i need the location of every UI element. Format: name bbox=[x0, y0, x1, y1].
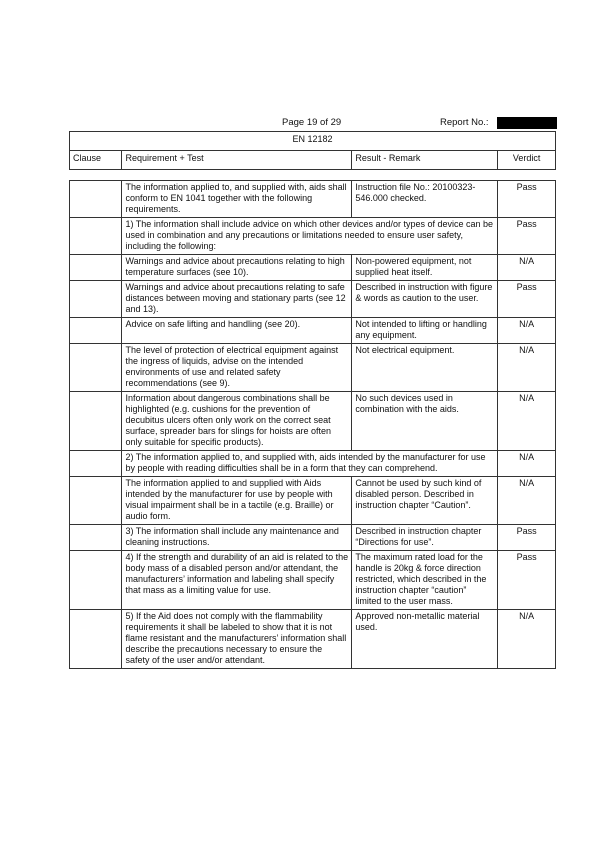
clause-cell bbox=[70, 610, 122, 669]
verdict-cell: N/A bbox=[498, 610, 556, 669]
requirement-cell: The level of protection of electrical equipment against the ingress of liquids, advise on the intended environments of use and related safety recommendations (see 9). bbox=[122, 344, 352, 392]
clause-cell bbox=[70, 318, 122, 344]
clause-cell bbox=[70, 451, 122, 477]
requirements-table bbox=[69, 180, 556, 669]
result-cell: The maximum rated load for the handle is 20kg & force direction restricted, which described in the instruction chapter “caution” limited to the user mass. bbox=[352, 551, 498, 610]
table-row bbox=[70, 318, 556, 344]
clause-cell bbox=[70, 551, 122, 610]
requirement-cell: The information applied to and supplied with Aids intended by the manufacturer for use by people with visual impairment shall be in a tactile (e.g. Braille) or audio form. bbox=[122, 477, 352, 525]
result-cell: Not electrical equipment. bbox=[352, 344, 498, 392]
verdict-cell: Pass bbox=[498, 218, 556, 255]
verdict-cell: Pass bbox=[498, 525, 556, 551]
verdict-cell: N/A bbox=[498, 318, 556, 344]
table-row bbox=[70, 610, 556, 669]
result-column-header: Result - Remark bbox=[352, 151, 498, 170]
table-row bbox=[70, 392, 556, 451]
requirement-cell: 5) If the Aid does not comply with the flammability requirements it shall be labeled to show that it is not flame resistant and the manufacturers’ information shall describe the precautions necessary to ensure the safety of the user and/or attendant. bbox=[122, 610, 352, 669]
verdict-cell: N/A bbox=[498, 344, 556, 392]
requirement-column-header: Requirement + Test bbox=[122, 151, 352, 170]
result-cell: Described in instruction with figure & words as caution to the user. bbox=[352, 281, 498, 318]
page-header bbox=[69, 117, 556, 131]
requirement-cell: Information about dangerous combinations shall be highlighted (e.g. cushions for the prevention of decubitus ulcers often only work on the correct seat surface, spreader bars for slings for hoists are often only suitable for specific products). bbox=[122, 392, 352, 451]
redacted-report-number bbox=[497, 117, 557, 129]
table-row bbox=[70, 477, 556, 525]
requirement-cell: Warnings and advice about precautions relating to safe distances between moving and stationary parts (see 12 and 13). bbox=[122, 281, 352, 318]
table-row bbox=[70, 525, 556, 551]
clause-cell bbox=[70, 344, 122, 392]
result-cell: Not intended to lifting or handling any equipment. bbox=[352, 318, 498, 344]
table-row bbox=[70, 451, 556, 477]
clause-cell bbox=[70, 477, 122, 525]
clause-cell bbox=[70, 255, 122, 281]
requirement-cell: 4) If the strength and durability of an aid is related to the body mass of a disabled person and/or attendant, the manufacturers’ information and labeling shall specify that mass as a limiting value for use. bbox=[122, 551, 352, 610]
result-cell: Non-powered equipment, not supplied heat itself. bbox=[352, 255, 498, 281]
result-cell: Instruction file No.: 20100323-546.000 checked. bbox=[352, 181, 498, 218]
verdict-cell: Pass bbox=[498, 181, 556, 218]
verdict-cell: N/A bbox=[498, 392, 556, 451]
page-number: Page 19 of 29 bbox=[282, 117, 342, 128]
requirement-cell: 1) The information shall include advice on which other devices and/or types of device can be used in combination and any precautions or limitations needed to ensure user safety, including the following: bbox=[122, 218, 498, 255]
table-row bbox=[70, 344, 556, 392]
result-cell: Approved non-metallic material used. bbox=[352, 610, 498, 669]
report-number-label: Report No.: bbox=[440, 117, 489, 128]
standard-title: EN 12182 bbox=[70, 132, 556, 151]
result-cell: Cannot be used by such kind of disabled person. Described in instruction chapter “Caution”. bbox=[352, 477, 498, 525]
requirement-cell: Advice on safe lifting and handling (see 20). bbox=[122, 318, 352, 344]
clause-cell bbox=[70, 392, 122, 451]
requirement-cell: Warnings and advice about precautions relating to high temperature surfaces (see 10). bbox=[122, 255, 352, 281]
table-row bbox=[70, 181, 556, 218]
requirement-cell: The information applied to, and supplied with, aids shall conform to EN 1041 together with the following requirements. bbox=[122, 181, 352, 218]
clause-cell bbox=[70, 181, 122, 218]
verdict-cell: N/A bbox=[498, 255, 556, 281]
verdict-column-header: Verdict bbox=[498, 151, 556, 170]
requirement-cell: 2) The information applied to, and supplied with, aids intended by the manufacturer for use by people with reading difficulties shall be in a form that they can comprehend. bbox=[122, 451, 498, 477]
requirement-cell: 3) The information shall include any maintenance and cleaning instructions. bbox=[122, 525, 352, 551]
clause-cell bbox=[70, 525, 122, 551]
table-row bbox=[70, 255, 556, 281]
clause-column-header: Clause bbox=[70, 151, 122, 170]
table-row bbox=[70, 551, 556, 610]
table-row bbox=[70, 218, 556, 255]
result-cell: Described in instruction chapter “Directions for use”. bbox=[352, 525, 498, 551]
clause-cell bbox=[70, 281, 122, 318]
verdict-cell: Pass bbox=[498, 281, 556, 318]
verdict-cell: Pass bbox=[498, 551, 556, 610]
verdict-cell: N/A bbox=[498, 451, 556, 477]
clause-cell bbox=[70, 218, 122, 255]
result-cell: No such devices used in combination with the aids. bbox=[352, 392, 498, 451]
verdict-cell: N/A bbox=[498, 477, 556, 525]
table-row bbox=[70, 281, 556, 318]
report-header-table bbox=[69, 131, 556, 170]
